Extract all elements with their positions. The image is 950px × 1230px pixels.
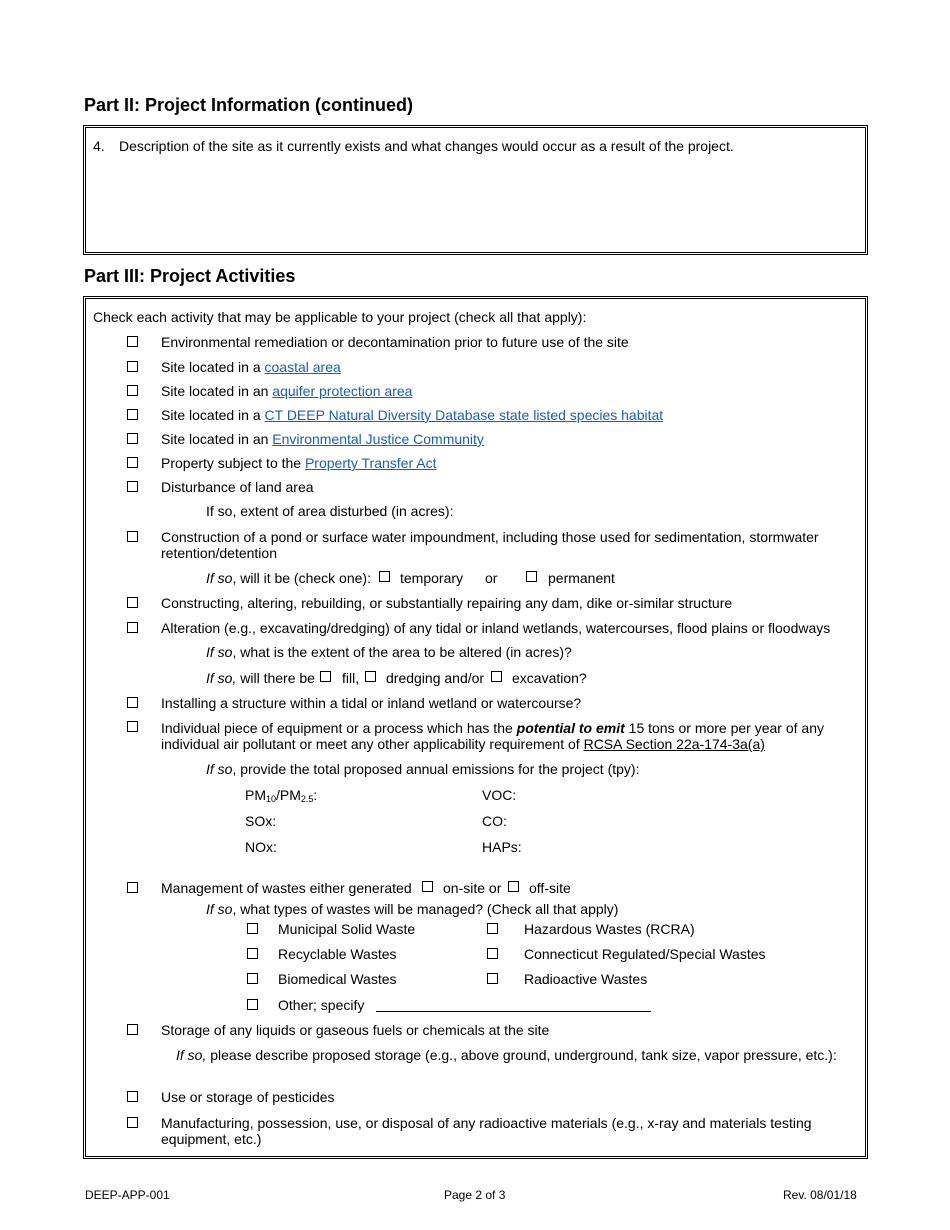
footer-form-id: DEEP-APP-001 <box>85 1188 170 1202</box>
part3-intro: Check each activity that may be applicable to your project (check all that apply): <box>93 309 587 325</box>
ndd-checkbox[interactable] <box>127 409 138 420</box>
pond-checkbox[interactable] <box>127 531 138 542</box>
excavation-label: excavation? <box>512 670 587 686</box>
ej-checkbox[interactable] <box>127 433 138 444</box>
equipment-prefix: Individual piece of equipment or a process which has the <box>161 720 517 736</box>
recyclable-label: Recyclable Wastes <box>278 946 397 962</box>
biomedical-checkbox[interactable] <box>247 973 258 984</box>
structure-label: Installing a structure within a tidal or inland wetland or watercourse? <box>161 695 582 711</box>
equipment-line1 <box>161 720 824 736</box>
msw-checkbox[interactable] <box>247 923 258 934</box>
environmental-justice-link[interactable]: Environmental Justice Community <box>272 431 484 447</box>
hazardous-label: Hazardous Wastes (RCRA) <box>524 921 695 937</box>
dredging-label: dredging and/or <box>386 670 485 686</box>
onsite-label: on-site or <box>443 880 502 896</box>
waste-mgmt-checkbox[interactable] <box>127 882 138 893</box>
structure-checkbox[interactable] <box>127 697 138 708</box>
equipment-checkbox[interactable] <box>127 721 138 732</box>
radioactive-materials-checkbox[interactable] <box>127 1117 138 1128</box>
hazardous-checkbox[interactable] <box>487 923 498 934</box>
rcsa-section-link[interactable]: RCSA Section 22a-174-3a(a) <box>583 736 765 752</box>
other-specify-line[interactable] <box>376 1011 651 1012</box>
pm-a: PM <box>245 787 266 803</box>
disturbance-question: If so, extent of area disturbed (in acres): <box>206 503 454 519</box>
part2-heading: Part II: Project Information (continued) <box>84 95 414 115</box>
msw-label: Municipal Solid Waste <box>278 921 416 937</box>
temporary-checkbox[interactable] <box>379 571 390 582</box>
other-waste-checkbox[interactable] <box>247 999 258 1010</box>
waste-question-text: , what types of wastes will be managed? (Check all that apply) <box>232 901 619 917</box>
sox-label: SOx: <box>245 813 277 829</box>
coastal-prefix: Site located in a <box>161 359 265 375</box>
aquifer-checkbox[interactable] <box>127 385 138 396</box>
equipment-line2-prefix: individual air pollutant or meet any other applicability requirement of <box>161 736 584 752</box>
radioactive-waste-checkbox[interactable] <box>487 973 498 984</box>
storage-question <box>176 1047 837 1063</box>
fill-checkbox[interactable] <box>320 671 331 682</box>
potential-to-emit: potential to emit <box>516 720 625 736</box>
waste-type-question <box>206 901 618 917</box>
remediation-label: Environmental remediation or decontamination prior to future use of the site <box>161 334 629 350</box>
aquifer-label <box>161 383 412 399</box>
dam-checkbox[interactable] <box>127 597 138 608</box>
pta-checkbox[interactable] <box>127 457 138 468</box>
pm-b: /PM <box>276 787 301 803</box>
radioactive-line2: equipment, etc.) <box>161 1131 262 1147</box>
item4-number: 4. <box>93 138 105 154</box>
ndd-habitat-link[interactable]: CT DEEP Natural Diversity Database state listed species habitat <box>264 407 664 423</box>
equipment-suffix: 15 tons or more per year of any <box>624 720 824 736</box>
radioactive-waste-label: Radioactive Wastes <box>524 971 648 987</box>
aquifer-protection-link[interactable]: aquifer protection area <box>272 383 413 399</box>
other-waste-label: Other; specify <box>278 997 365 1013</box>
temporary-label: temporary <box>400 570 464 586</box>
haps-label: HAPs: <box>482 839 522 855</box>
emissions-question <box>206 761 639 777</box>
pond-line2: retention/detention <box>161 545 277 561</box>
offsite-checkbox[interactable] <box>508 881 519 892</box>
storage-checkbox[interactable] <box>127 1024 138 1035</box>
dredging-checkbox[interactable] <box>365 671 376 682</box>
permanent-label: permanent <box>548 570 615 586</box>
ct-regulated-checkbox[interactable] <box>487 948 498 959</box>
emissions-question-text: , provide the total proposed annual emissions for the project (tpy): <box>232 761 640 777</box>
ndd-prefix: Site located in a <box>161 407 265 423</box>
pm-c: : <box>313 787 318 803</box>
pm-label <box>245 787 317 807</box>
ej-prefix: Site located in an <box>161 431 273 447</box>
alteration-question-text: , what is the extent of the area to be altered (in acres)? <box>232 644 572 660</box>
dam-label: Constructing, altering, rebuilding, or substantially repairing any dam, dike or-similar structure <box>161 595 733 611</box>
radioactive-line1: Manufacturing, possession, use, or disposal of any radioactive materials (e.g., x-ray and materials testing <box>161 1115 812 1131</box>
alteration-label: Alteration (e.g., excavating/dredging) of any tidal or inland wetlands, watercourses, flood plains or floodways <box>161 620 831 636</box>
pesticides-label: Use or storage of pesticides <box>161 1089 335 1105</box>
alteration-checkbox[interactable] <box>127 622 138 633</box>
storage-ifso: If so, <box>176 1047 207 1063</box>
onsite-checkbox[interactable] <box>422 881 433 892</box>
alteration-type-text: will there be <box>236 670 315 686</box>
ct-regulated-label: Connecticut Regulated/Special Wastes <box>524 946 766 962</box>
excavation-checkbox[interactable] <box>491 671 502 682</box>
property-transfer-act-link[interactable]: Property Transfer Act <box>304 455 437 471</box>
pta-prefix: Property subject to the <box>161 455 305 471</box>
waste-mgmt-label: Management of wastes either generated <box>161 880 412 896</box>
footer-revision: Rev. 08/01/18 <box>783 1188 857 1202</box>
fill-label: fill, <box>342 670 360 686</box>
disturbance-label: Disturbance of land area <box>161 479 314 495</box>
storage-question-text: please describe proposed storage (e.g., above ground, underground, tank size, vapor pressure, etc.): <box>206 1047 837 1063</box>
offsite-label: off-site <box>529 880 571 896</box>
alteration-type-question <box>206 670 315 686</box>
voc-label: VOC: <box>482 787 517 803</box>
co-label: CO: <box>482 813 507 829</box>
pm-sub25: 2.5 <box>300 794 314 804</box>
nox-label: NOx: <box>245 839 277 855</box>
alteration-type-ifso: If so, <box>206 670 237 686</box>
pond-ifso: If so <box>206 570 233 586</box>
storage-label: Storage of any liquids or gaseous fuels or chemicals at the site <box>161 1022 550 1038</box>
remediation-checkbox[interactable] <box>127 336 138 347</box>
alteration-question <box>206 644 572 660</box>
footer-page-number: Page 2 of 3 <box>444 1188 506 1202</box>
coastal-label <box>161 359 341 375</box>
pond-line1: Construction of a pond or surface water impoundment, including those used for sedimentation, stormwater <box>161 529 819 545</box>
recyclable-checkbox[interactable] <box>247 948 258 959</box>
pond-question-text: , will it be (check one): <box>232 570 371 586</box>
alteration-ifso: If so <box>206 644 233 660</box>
pm-sub10: 10 <box>266 794 277 804</box>
equipment-line2 <box>161 736 765 752</box>
pond-question <box>206 570 371 586</box>
coastal-checkbox[interactable] <box>127 361 138 372</box>
ndd-label <box>161 407 663 423</box>
biomedical-label: Biomedical Wastes <box>278 971 397 987</box>
aquifer-prefix: Site located in an <box>161 383 273 399</box>
ej-label <box>161 431 484 447</box>
disturbance-checkbox[interactable] <box>127 481 138 492</box>
pta-label <box>161 455 436 471</box>
emissions-ifso: If so <box>206 761 233 777</box>
permanent-checkbox[interactable] <box>526 571 537 582</box>
coastal-area-link[interactable]: coastal area <box>264 359 341 375</box>
item4-text: Description of the site as it currently exists and what changes would occur as a result of the project. <box>119 138 734 154</box>
waste-ifso: If so <box>206 901 233 917</box>
or-label: or <box>485 570 498 586</box>
part3-heading: Part III: Project Activities <box>84 266 296 286</box>
pesticides-checkbox[interactable] <box>127 1091 138 1102</box>
